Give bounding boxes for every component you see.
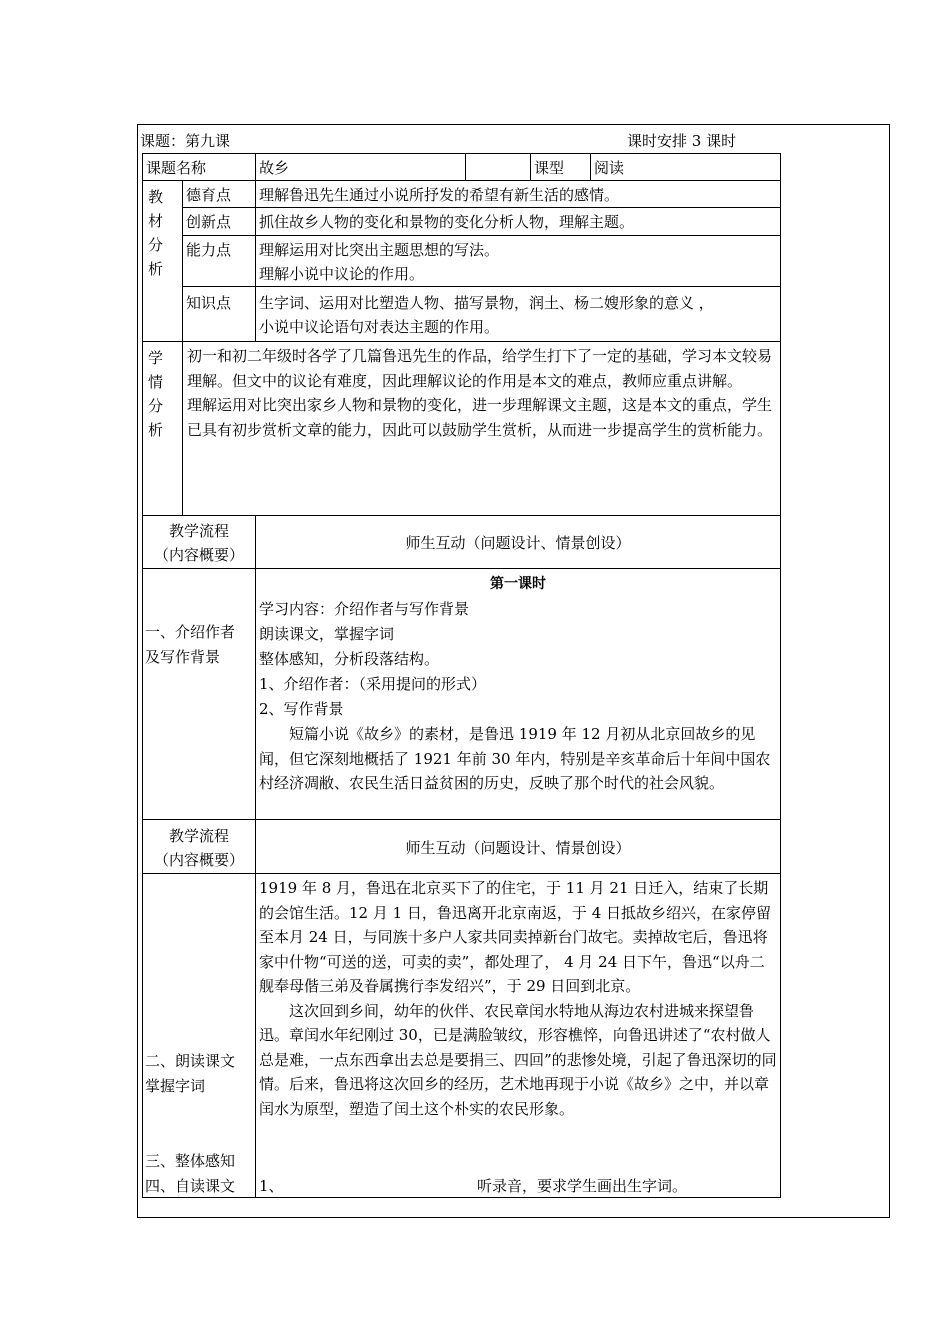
lesson-title: 课题：第九课 — [140, 132, 231, 150]
student-analysis-label: 学 情 分 析 — [148, 349, 164, 439]
ability-text-line1: 理解运用对比突出主题思想的写法。 — [259, 241, 500, 259]
block2-left-c: 四、自读课文 — [145, 1177, 236, 1195]
knowledge-text-line2: 小说中议论语句对表达主题的作用。 — [259, 318, 500, 336]
innovation-label: 创新点 — [186, 213, 232, 231]
flow-header-left — [142, 515, 256, 569]
ability-label: 能力点 — [186, 241, 232, 259]
title-label: 课题名称 — [146, 159, 207, 177]
moral-text-cell — [255, 180, 781, 208]
block2-right — [255, 873, 781, 1198]
flow-header-right — [255, 515, 781, 569]
block2-left-a1: 二、朗读课文 — [145, 1052, 236, 1070]
empty-cell — [465, 153, 531, 181]
block1-right — [255, 568, 781, 820]
block1-left — [142, 568, 256, 820]
flow-header2-right — [255, 819, 781, 874]
flow-header2-line1: 教学流程 — [168, 827, 229, 845]
block1-line2: 朗读课文，掌握字词 — [259, 625, 395, 643]
title-name: 故乡 — [259, 159, 290, 177]
innovation-label-cell — [182, 207, 256, 236]
title-name-cell — [255, 153, 466, 181]
block1-left-line2: 及写作背景 — [145, 648, 221, 666]
type-label-cell — [530, 153, 591, 181]
ability-text-cell — [255, 235, 781, 287]
block1-paragraph: 短篇小说《故乡》的素材，是鲁迅 1919 年 12 月初从北京回故乡的见闻，但它深刻地概括了 1921 年前 30 年内，特别是辛亥革命后十年间中国农村经济凋敝、农民生活日益贫困的历史，反映了那个时代的社会风貌。 — [259, 725, 771, 792]
innovation-text-cell — [255, 207, 781, 236]
block2-left-b: 三、整体感知 — [145, 1152, 236, 1170]
block1-line3: 整体感知，分析段落结构。 — [259, 650, 440, 668]
textbook-analysis-label: 教 材 分 析 — [148, 188, 164, 278]
block2-left-a2: 掌握字词 — [145, 1077, 206, 1095]
flow-header-line2: （内容概要） — [153, 546, 244, 564]
block2-last-num: 1、 — [259, 1177, 284, 1195]
flow-header2-title: 师生互动（问题设计、情景创设） — [405, 839, 631, 857]
student-analysis-cell — [182, 341, 781, 516]
block2-left — [142, 873, 256, 1198]
moral-label: 德育点 — [186, 186, 232, 204]
flow-header-line1: 教学流程 — [168, 522, 229, 540]
block1-line1: 学习内容：介绍作者与写作背景 — [259, 600, 470, 618]
knowledge-label: 知识点 — [186, 294, 232, 312]
flow-header2-line2: （内容概要） — [153, 851, 244, 869]
moral-text: 理解鲁迅先生通过小说所抒发的希望有新生活的感情。 — [259, 186, 620, 204]
type-label: 课型 — [534, 159, 565, 177]
type-value-cell — [590, 153, 781, 181]
student-analysis-section — [142, 341, 183, 516]
block2-text: 1919 年 8 月，鲁迅在北京买下了的住宅，于 11 月 21 日迁入，结束了长期的会馆生活。12 月 1 日，鲁迅离开北京南返，于 4 日抵故乡绍兴，在家停留至本月 24 日，与同族十多户人家共同卖掉新台门故宅。卖掉故宅后，鲁迅将家中什物“可送的送，可卖的卖”，都处理了， 4 月 24 日下午，鲁迅“以舟二舰奉母偕三弟及眷属携行李发绍兴”，于 29 日回到北京。 这次回到乡间，幼年的伙伴、农民章闰水特地从海边农村进城来探望鲁迅。章闰水年纪刚过 30，已是满脸皱纹，形容樵悴，向鲁迅讲述了“农村做人总是难，一点东西拿出去总是要捐三、四回”的悲惨处境，引起了鲁迅深切的同情。后来，鲁迅将这次回乡的经历，艺术地再现于小说《故乡》之中，并以章闰水为原型，塑造了闰土这个朴实的农民形象。 — [259, 879, 777, 1118]
flow-header-title: 师生互动（问题设计、情景创设） — [405, 534, 631, 552]
title-label-cell — [142, 153, 256, 181]
moral-label-cell — [182, 180, 256, 208]
block1-line5: 2、写作背景 — [259, 700, 344, 718]
block1-line4: 1、介绍作者：（采用提问的形式） — [259, 675, 487, 693]
textbook-analysis-section — [142, 180, 183, 342]
block2-last-text: 听录音，要求学生画出生字词。 — [477, 1177, 688, 1195]
student-analysis-text: 初一和初二年级时各学了几篇鲁迅先生的作品，给学生打下了一定的基础，学习本文较易理解。但文中的议论有难度，因此理解议论的作用是本文的难点，教师应重点讲解。 理解运用对比突出家乡人物和景物的变化，进一步理解课文主题，这是本文的重点，学生已具有初步赏析文章的能力，因此可以鼓励学生赏析，从而进一步提高学生的赏析能力。 — [187, 347, 773, 439]
block1-left-line1: 一、介绍作者 — [145, 623, 236, 641]
session-title: 第一课时 — [490, 576, 546, 592]
innovation-text: 抓住故乡人物的变化和景物的变化分析人物，理解主题。 — [259, 213, 635, 231]
ability-text-line2: 理解小说中议论的作用。 — [259, 265, 425, 283]
ability-label-cell — [182, 235, 256, 287]
flow-header2-left — [142, 819, 256, 874]
knowledge-label-cell — [182, 286, 256, 342]
lesson-schedule: 课时安排 3 课时 — [627, 132, 737, 150]
type-value: 阅读 — [594, 159, 625, 177]
knowledge-text-cell — [255, 286, 781, 342]
knowledge-text-line1: 生字词、运用对比塑造人物、描写景物，润土、杨二嫂形象的意义 ， — [259, 294, 714, 312]
